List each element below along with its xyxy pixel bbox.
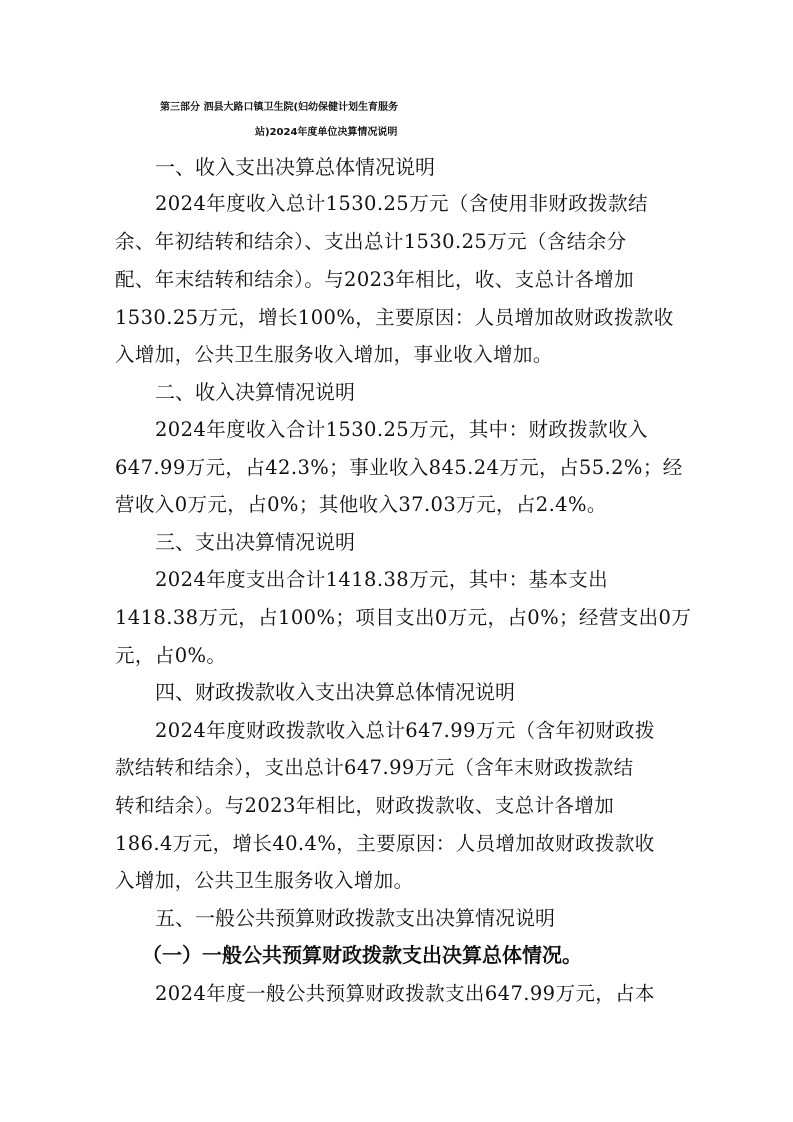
section-2-paragraph-line: 2024年度收入合计1530.25万元，其中：财政拨款收入 <box>155 418 648 441</box>
section-4-paragraph-line: 入增加，公共卫生服务收入增加。 <box>115 869 414 892</box>
document-title-line-2: 站)2024年度单位决算情况说明 <box>255 127 398 138</box>
section-4-paragraph-line: 转和结余）。与2023年相比，财政拨款收、支总计各增加 <box>115 794 615 817</box>
section-3-heading: 三、支出决算情况说明 <box>155 530 355 554</box>
section-2-paragraph-line: 营收入0万元，占0%；其他收入37.03万元，占2.4%。 <box>115 493 607 516</box>
section-1-paragraph-line: 1530.25万元，增长100%，主要原因：人员增加故财政拨款收 <box>115 306 674 329</box>
section-4-paragraph-line: 186.4万元，增长40.4%，主要原因：人员增加故财政拨款收 <box>115 832 655 855</box>
section-1-heading: 一、收入支出决算总体情况说明 <box>155 155 435 179</box>
section-2-paragraph-line: 647.99万元，占42.3%；事业收入845.24万元，占55.2%；经 <box>115 456 683 479</box>
section-4-paragraph-line: 2024年度财政拨款收入总计647.99万元（含年初财政拨 <box>155 719 655 742</box>
section-5-subheading: （一）一般公共预算财政拨款支出决算总体情况。 <box>142 943 582 967</box>
section-3-paragraph-line: 1418.38万元，占100%；项目支出0万元，占0%；经营支出0万 <box>115 606 692 629</box>
section-5-heading: 五、一般公共预算财政拨款支出决算情况说明 <box>155 906 555 930</box>
section-1-paragraph-line: 余、年初结转和结余）、支出总计1530.25万元（含结余分 <box>115 230 627 253</box>
document-title-line-1: 第三部分 泗县大路口镇卫生院(妇幼保健计划生育服务 <box>160 102 399 113</box>
section-4-heading: 四、财政拨款收入支出决算总体情况说明 <box>155 680 515 704</box>
section-1-paragraph-line: 入增加，公共卫生服务收入增加，事业收入增加。 <box>115 343 553 366</box>
section-5-paragraph-line: 2024年度一般公共预算财政拨款支出647.99万元，占本 <box>155 982 655 1005</box>
section-1-paragraph-line: 2024年度收入总计1530.25万元（含使用非财政拨款结 <box>155 192 648 215</box>
section-1-paragraph-line: 配、年末结转和结余）。与2023年相比，收、支总计各增加 <box>115 268 635 291</box>
section-3-paragraph-line: 2024年度支出合计1418.38万元，其中：基本支出 <box>155 568 609 591</box>
section-2-heading: 二、收入决算情况说明 <box>155 380 355 404</box>
section-4-paragraph-line: 款结转和结余），支出总计647.99万元（含年末财政拨款结 <box>115 756 634 779</box>
section-3-paragraph-line: 元，占0%。 <box>115 644 227 667</box>
